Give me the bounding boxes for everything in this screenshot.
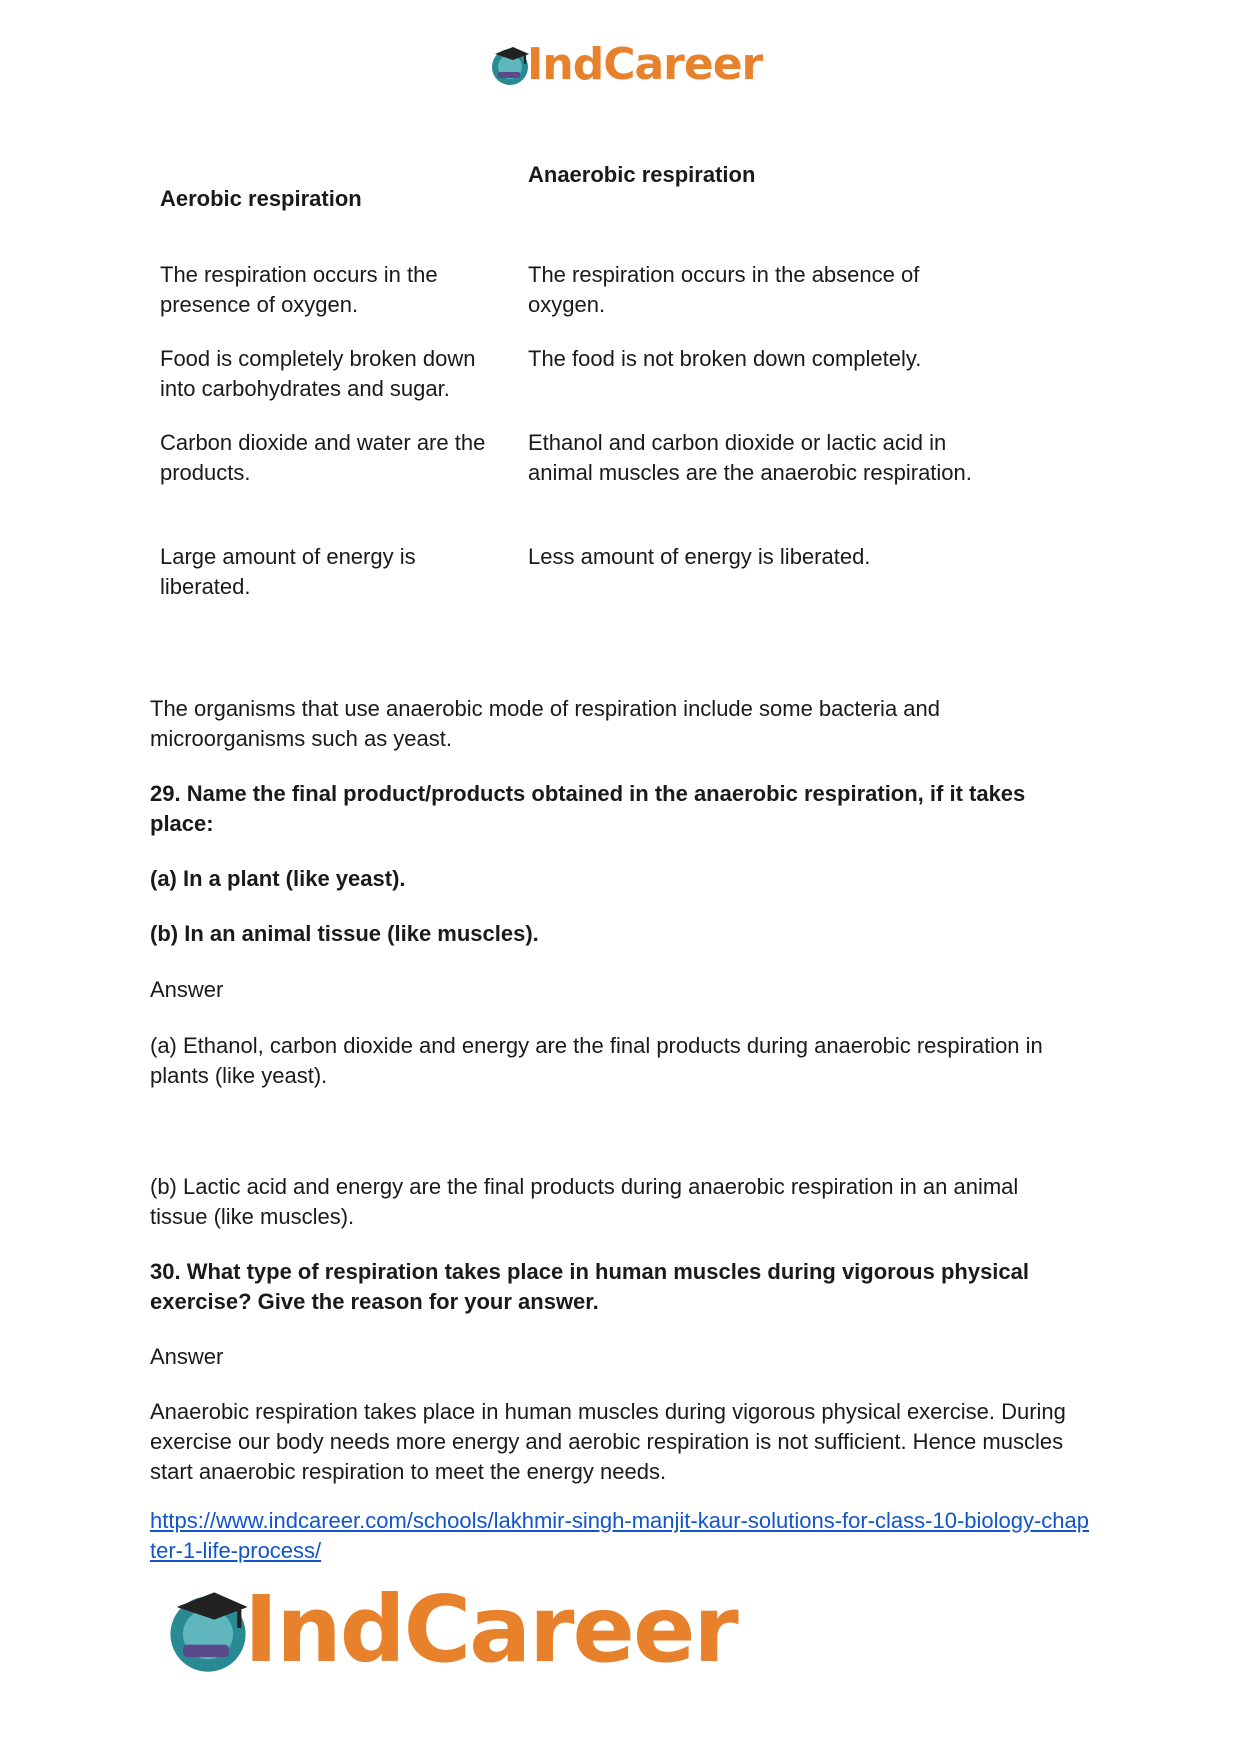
answer-29-a: (a) Ethanol, carbon dioxide and energy are the final products during anaerobic respiration in plants (like yeast). xyxy=(150,1033,1043,1088)
question-29-part-b: (b) In an animal tissue (like muscles). xyxy=(150,921,539,946)
table-cell: Food is completely broken down into carbohydrates and sugar. xyxy=(160,346,476,401)
source-link[interactable]: https://www.indcareer.com/schools/lakhmir-singh-manjit-kaur-solutions-for-class-10-biology-chapter-1-life-process/ xyxy=(150,1508,1090,1563)
table-cell: Carbon dioxide and water are the products. xyxy=(160,430,486,485)
footer-logo xyxy=(160,1576,737,1683)
table-cell: The respiration occurs in the presence of oxygen. xyxy=(160,262,438,317)
answer-label: Answer xyxy=(150,977,224,1002)
question-29: 29. Name the final product/products obtained in the anaerobic respiration, if it takes place: xyxy=(150,781,1026,836)
table-cell: Less amount of energy is liberated. xyxy=(528,544,871,569)
table-cell: The food is not broken down completely. xyxy=(528,346,922,371)
question-30: 30. What type of respiration takes place in human muscles during vigorous physical exercise? Give the reason for your answer. xyxy=(150,1259,1030,1314)
answer-29-b: (b) Lactic acid and energy are the final products during anaerobic respiration in an animal tissue (like muscles). xyxy=(150,1174,1019,1229)
table-header-aerobic: Aerobic respiration xyxy=(160,186,362,211)
table-cell: Large amount of energy is liberated. xyxy=(160,544,416,599)
answer-label: Answer xyxy=(150,1344,224,1369)
answer-30: Anaerobic respiration takes place in human muscles during vigorous physical exercise. During exercise our body needs more energy and aerobic respiration is not sufficient. Hence muscles start anaerobic respiration to meet the energy needs. xyxy=(150,1399,1066,1484)
header-logo xyxy=(487,40,762,90)
header-logo-text: IndCareer xyxy=(527,39,763,90)
footer-logo-text: IndCareer xyxy=(244,1576,737,1683)
table-cell: Ethanol and carbon dioxide or lactic acid in animal muscles are the anaerobic respiration. xyxy=(528,430,972,485)
graduation-globe-icon xyxy=(160,1582,256,1678)
question-29-part-a: (a) In a plant (like yeast). xyxy=(150,866,406,891)
table-header-anaerobic: Anaerobic respiration xyxy=(528,162,756,187)
table-cell: The respiration occurs in the absence of oxygen. xyxy=(528,262,920,317)
organisms-paragraph: The organisms that use anaerobic mode of respiration include some bacteria and microorganisms such as yeast. xyxy=(150,696,941,751)
